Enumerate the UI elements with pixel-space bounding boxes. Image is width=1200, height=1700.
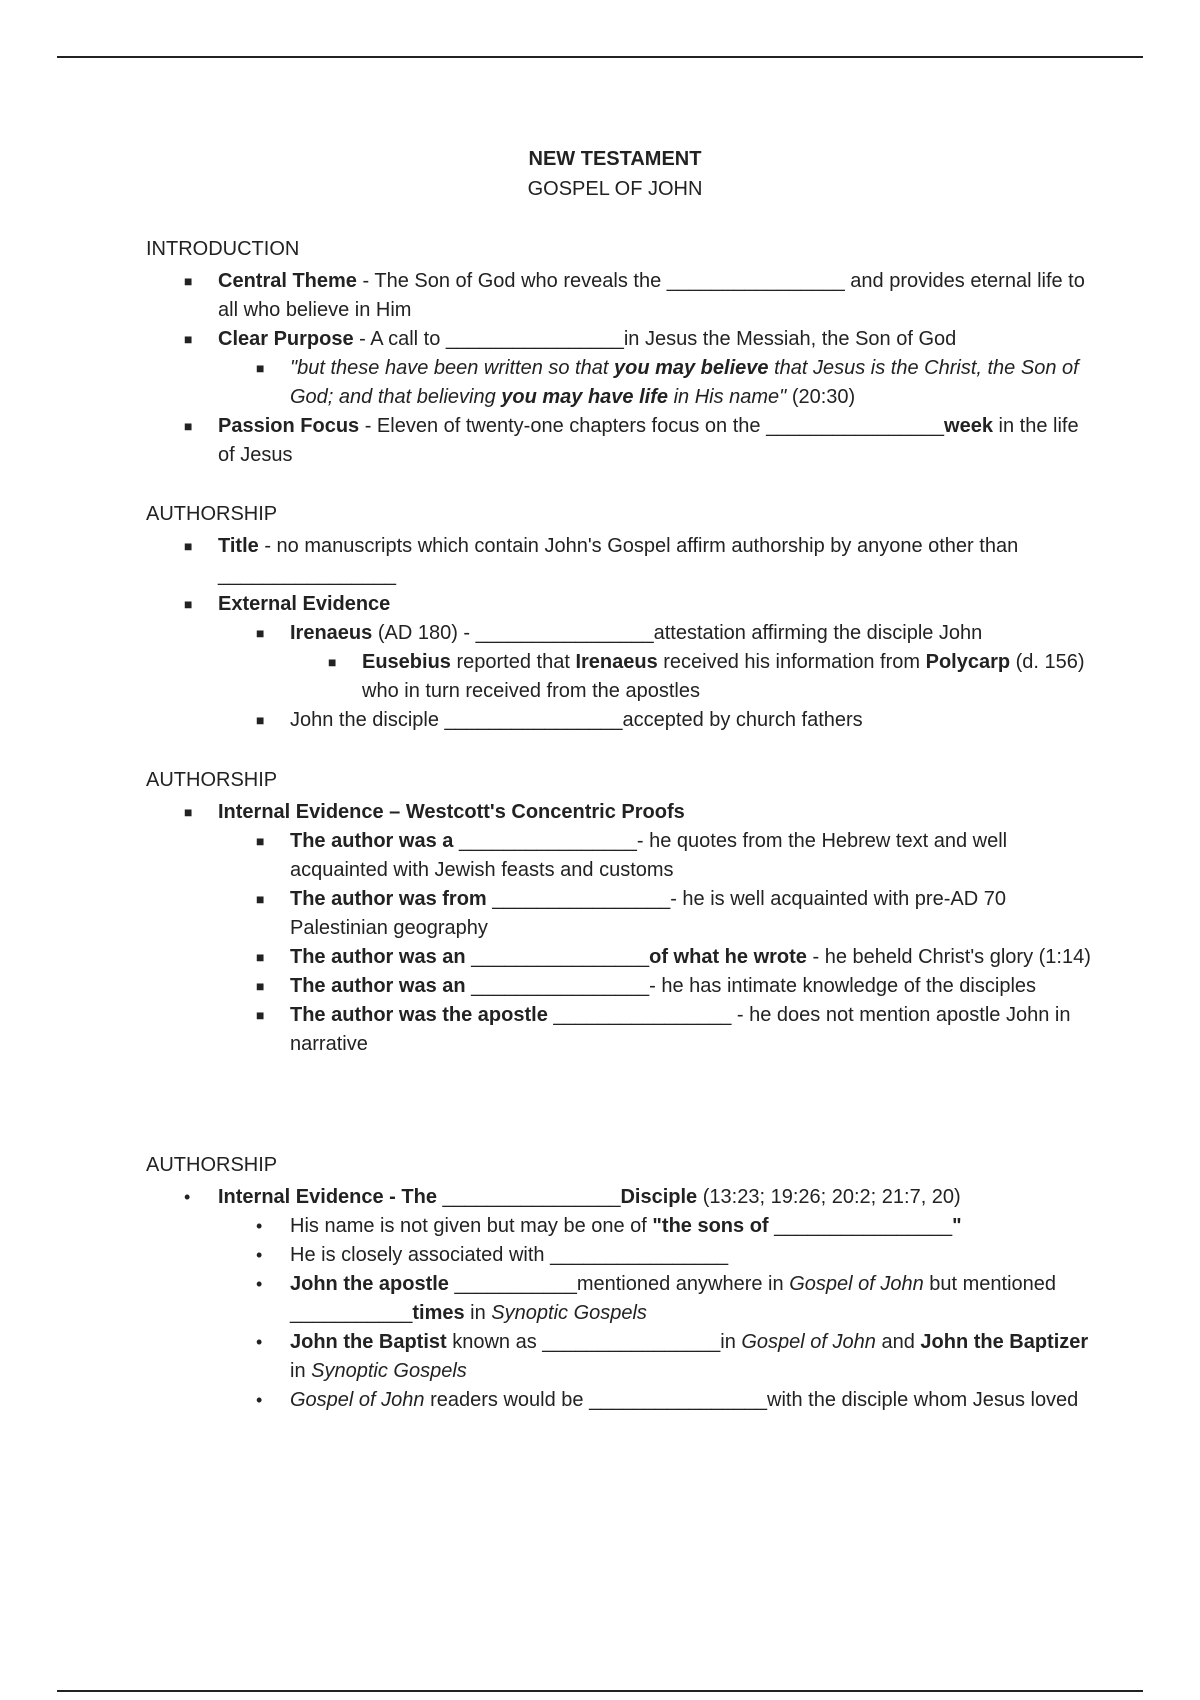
list-item-readers: • Gospel of John readers would be ________________with the disciple whom Jesus loved xyxy=(146,1386,1096,1415)
list-item-internal-evidence: • Internal Evidence - The ________________Disciple (13:23; 19:26; 20:2; 21:7, 20) xyxy=(146,1183,1096,1212)
list-item-eusebius: ■ Eusebius reported that Irenaeus received his information from Polycarp (d. 156) who in turn received from the apostles xyxy=(146,648,1096,706)
round-bullet-icon: • xyxy=(256,1390,263,1410)
round-bullet-icon: • xyxy=(256,1274,263,1294)
list-item-quote: ■ "but these have been written so that you may believe that Jesus is the Christ, the Son of God; and that believing you may have life in His name" (20:30) xyxy=(146,354,1096,412)
list-item-john-disciple: ■ John the disciple ________________accepted by church fathers xyxy=(146,706,1096,735)
square-bullet-icon: ■ xyxy=(256,978,265,994)
square-bullet-icon: ■ xyxy=(256,625,265,641)
list-item-proof: ■ The author was from ________________- he is well acquainted with pre-AD 70 Palestinian geography xyxy=(146,885,1096,943)
top-rule xyxy=(57,56,1143,58)
section-authorship-beloved-disciple xyxy=(146,1151,1096,1415)
list-item-passion-focus: ■ Passion Focus - Eleven of twenty-one chapters focus on the ________________week in the life of Jesus xyxy=(146,412,1096,470)
fill-blank: ________________ xyxy=(542,1331,721,1353)
fill-blank: ________________ xyxy=(492,888,671,910)
square-bullet-icon: ■ xyxy=(184,596,193,612)
list-item-title: ■ Title - no manuscripts which contain John's Gospel affirm authorship by anyone other than ________________ xyxy=(146,532,1096,590)
list-item-john-baptist: • John the Baptist known as ________________in Gospel of John and John the Baptizer in Synoptic Gospels xyxy=(146,1328,1096,1386)
fill-blank: ________________ xyxy=(445,328,624,350)
fill-blank: ________________ xyxy=(444,709,623,731)
section-authorship-external xyxy=(146,500,1096,735)
square-bullet-icon: ■ xyxy=(184,273,193,289)
section-heading: INTRODUCTION xyxy=(146,238,300,260)
fill-blank: ________________ xyxy=(471,975,650,997)
list-item-proof: ■ The author was an ________________of what he wrote - he beheld Christ's glory (1:14) xyxy=(146,943,1096,972)
section-heading: AUTHORSHIP xyxy=(146,503,278,525)
round-bullet-icon: • xyxy=(184,1187,191,1207)
list-item-proof: ■ The author was an ________________- he has intimate knowledge of the disciples xyxy=(146,972,1096,1001)
page-subtitle: GOSPEL OF JOHN xyxy=(527,178,703,200)
square-bullet-icon: ■ xyxy=(256,360,265,376)
square-bullet-icon: ■ xyxy=(184,331,193,347)
square-bullet-icon: ■ xyxy=(256,1007,265,1023)
fill-blank: ___________ xyxy=(454,1273,577,1295)
fill-blank: ________________ xyxy=(442,1186,621,1208)
fill-blank: ___________ xyxy=(290,1302,413,1324)
list-item-sons: • His name is not given but may be one of "the sons of ________________" xyxy=(146,1212,1096,1241)
list-item-john-apostle: • John the apostle ___________mentioned anywhere in Gospel of John but mentioned ___________times in Synoptic Gospels xyxy=(146,1270,1096,1328)
fill-blank: ________________ xyxy=(774,1215,953,1237)
square-bullet-icon: ■ xyxy=(184,804,193,820)
square-bullet-icon: ■ xyxy=(184,418,193,434)
section-heading: AUTHORSHIP xyxy=(146,1154,278,1176)
square-bullet-icon: ■ xyxy=(256,712,265,728)
list-item-proof: ■ The author was a ________________- he quotes from the Hebrew text and well acquainted with Jewish feasts and customs xyxy=(146,827,1096,885)
square-bullet-icon: ■ xyxy=(256,891,265,907)
list-item-central-theme: ■ Central Theme - The Son of God who reveals the ________________ and provides eternal life to all who believe in Him xyxy=(146,267,1096,325)
fill-blank: ________________ xyxy=(589,1389,768,1411)
fill-blank: ________________ xyxy=(218,564,396,586)
page-title: NEW TESTAMENT xyxy=(528,148,702,170)
fill-blank: ________________ xyxy=(666,270,845,292)
fill-blank: ________________ xyxy=(553,1004,732,1026)
round-bullet-icon: • xyxy=(256,1245,263,1265)
fill-blank: ________________ xyxy=(471,946,650,968)
list-item-irenaeus: ■ Irenaeus (AD 180) - ________________attestation affirming the disciple John xyxy=(146,619,1096,648)
list-item-internal-evidence: ■ Internal Evidence – Westcott's Concentric Proofs xyxy=(146,798,1096,827)
fill-blank: ________________ xyxy=(550,1244,729,1266)
square-bullet-icon: ■ xyxy=(184,538,193,554)
list-item-external-evidence: ■ External Evidence xyxy=(146,590,1096,619)
round-bullet-icon: • xyxy=(256,1332,263,1352)
section-introduction xyxy=(146,235,1096,470)
fill-blank: ________________ xyxy=(475,622,654,644)
square-bullet-icon: ■ xyxy=(256,833,265,849)
fill-blank: ________________ xyxy=(766,415,945,437)
list-item-clear-purpose: ■ Clear Purpose - A call to ________________in Jesus the Messiah, the Son of God xyxy=(146,325,1096,354)
section-authorship-westcott xyxy=(146,766,1096,1059)
square-bullet-icon: ■ xyxy=(328,654,337,670)
round-bullet-icon: • xyxy=(256,1216,263,1236)
fill-blank: ________________ xyxy=(458,830,637,852)
list-item-proof: ■ The author was the apostle ________________ - he does not mention apostle John in narrative xyxy=(146,1001,1096,1059)
list-item-associated: • He is closely associated with ________________ xyxy=(146,1241,1096,1270)
section-heading: AUTHORSHIP xyxy=(146,769,278,791)
bottom-rule xyxy=(57,1690,1143,1692)
square-bullet-icon: ■ xyxy=(256,949,265,965)
